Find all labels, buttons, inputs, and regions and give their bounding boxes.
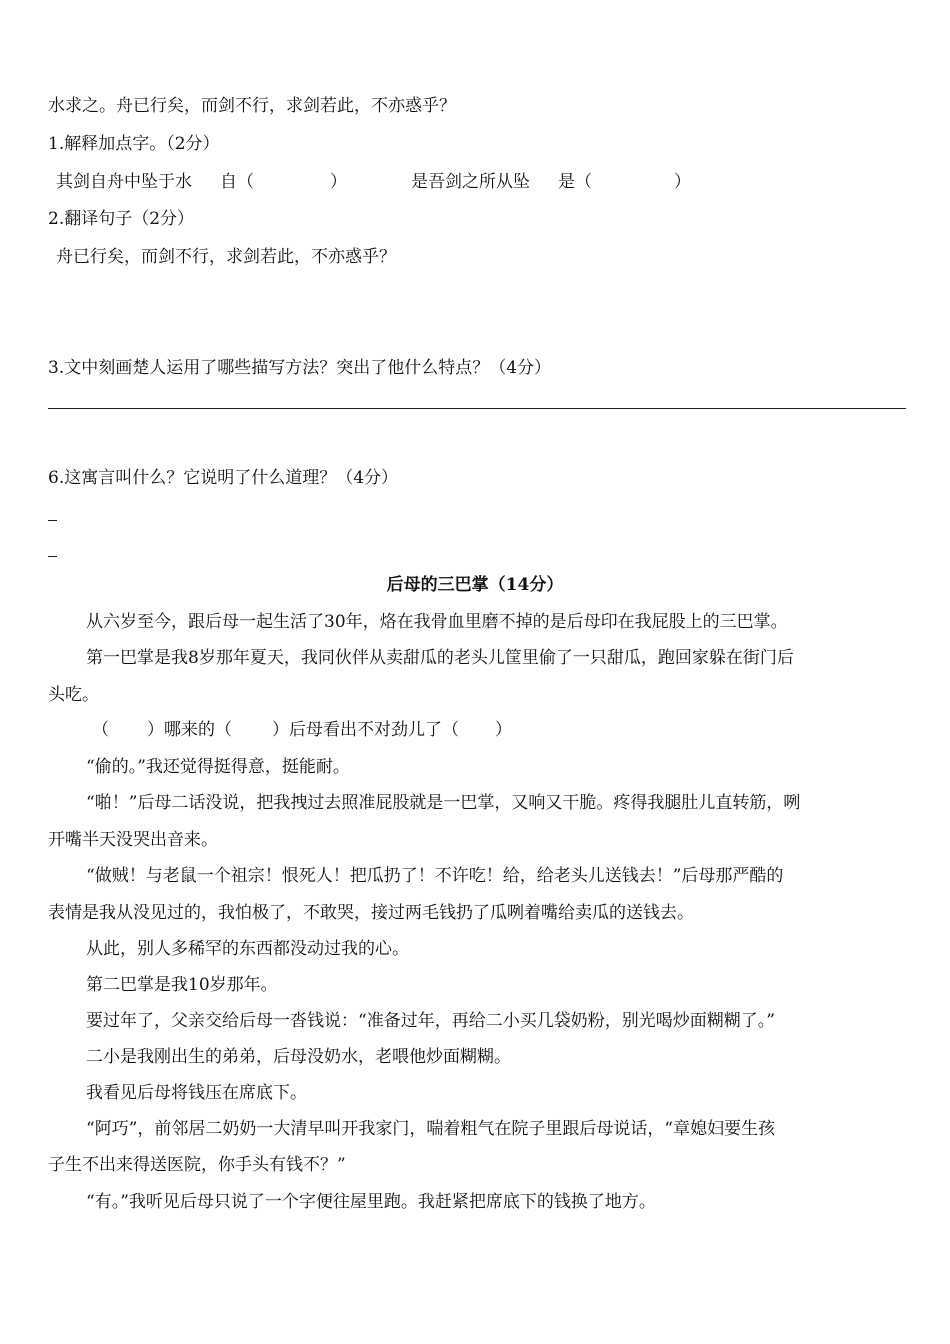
paragraph: “偷的。”我还觉得挺得意，挺能耐。 <box>86 757 350 777</box>
paragraph: “有。”我听见后母只说了一个字便往屋里跑。我赶紧把席底下的钱换了地方。 <box>86 1192 656 1212</box>
question-1-label: 1.解释加点字。（2分） <box>48 134 220 154</box>
paragraph: 二小是我刚出生的弟弟，后母没奶水，老喂他炒面糊糊。 <box>86 1047 511 1067</box>
question-6-label: 6.这寓言叫什么？它说明了什么道理？（4分） <box>48 468 399 488</box>
q1-item1-close: ） <box>330 172 347 192</box>
passage-line: 水求之。舟已行矣，而剑不行，求剑若此，不亦惑乎？ <box>48 96 456 116</box>
paragraph: 要过年了，父亲交给后母一沓钱说：“准备过年，再给二小买几袋奶粉，别光喝炒面糊糊了。” <box>86 1011 775 1031</box>
q1-item2-close: ） <box>674 172 691 192</box>
blank-text-2: ）后母看出不对劲儿了（ <box>272 720 459 740</box>
question-2-sentence: 舟已行矣，而剑不行，求剑若此，不亦惑乎？ <box>56 247 396 267</box>
q1-item1-text: 其剑自舟中坠于水 <box>56 172 192 192</box>
answer-line-stub <box>48 520 57 521</box>
paragraph: “做贼！与老鼠一个祖宗！恨死人！把瓜扔了！不许吃！给，给老头儿送钱去！”后母那严酷的 <box>86 866 784 886</box>
q1-item2-char: 是（ <box>558 172 592 192</box>
question-2-label: 2.翻译句子（2分） <box>48 209 195 229</box>
paragraph: 第一巴掌是我8岁那年夏天，我同伙伴从卖甜瓜的老头儿筐里偷了一只甜瓜，跑回家躲在街门后 <box>86 648 794 668</box>
answer-line-stub <box>48 556 57 557</box>
blank-open-1: （ <box>92 720 109 740</box>
question-3-label: 3.文中刻画楚人运用了哪些描写方法？突出了他什么特点？（4分） <box>48 358 552 378</box>
paragraph: 第二巴掌是我10岁那年。 <box>86 975 278 995</box>
question-1-items <box>56 170 691 194</box>
paragraph: 从此，别人多稀罕的东西都没动过我的心。 <box>86 939 409 959</box>
q1-item2-text: 是吾剑之所从坠 <box>411 172 530 192</box>
paragraph-continued: 表情是我从没见过的，我怕极了，不敢哭，接过两毛钱扔了瓜咧着嘴给卖瓜的送钱去。 <box>48 903 694 923</box>
q1-item1-char: 自（ <box>220 172 254 192</box>
paragraph-continued: 子生不出来得送医院，你手头有钱不？” <box>48 1155 346 1175</box>
paragraph-continued: 头吃。 <box>48 685 99 705</box>
paragraph: 我看见后母将钱压在席底下。 <box>86 1083 307 1103</box>
paragraph-continued: 开嘴半天没哭出音来。 <box>48 830 218 850</box>
answer-line <box>48 408 906 409</box>
paragraph: 从六岁至今，跟后母一起生活了30年，烙在我骨血里磨不掉的是后母印在我屁股上的三巴掌。 <box>86 612 788 632</box>
paragraph: “阿巧”，前邻居二奶奶一大清早叫开我家门，喘着粗气在院子里跟后母说话，“章媳妇要生孩 <box>86 1119 776 1139</box>
blank-close: ） <box>495 720 512 740</box>
blank-text-1: ）哪来的（ <box>147 720 232 740</box>
paragraph: “啪！”后母二话没说，把我拽过去照准屁股就是一巴掌，又响又干脆。疼得我腿肚儿直转筋，咧 <box>86 793 801 813</box>
passage-title: 后母的三巴掌（14分） <box>386 575 564 595</box>
blank-question-line <box>92 718 512 742</box>
